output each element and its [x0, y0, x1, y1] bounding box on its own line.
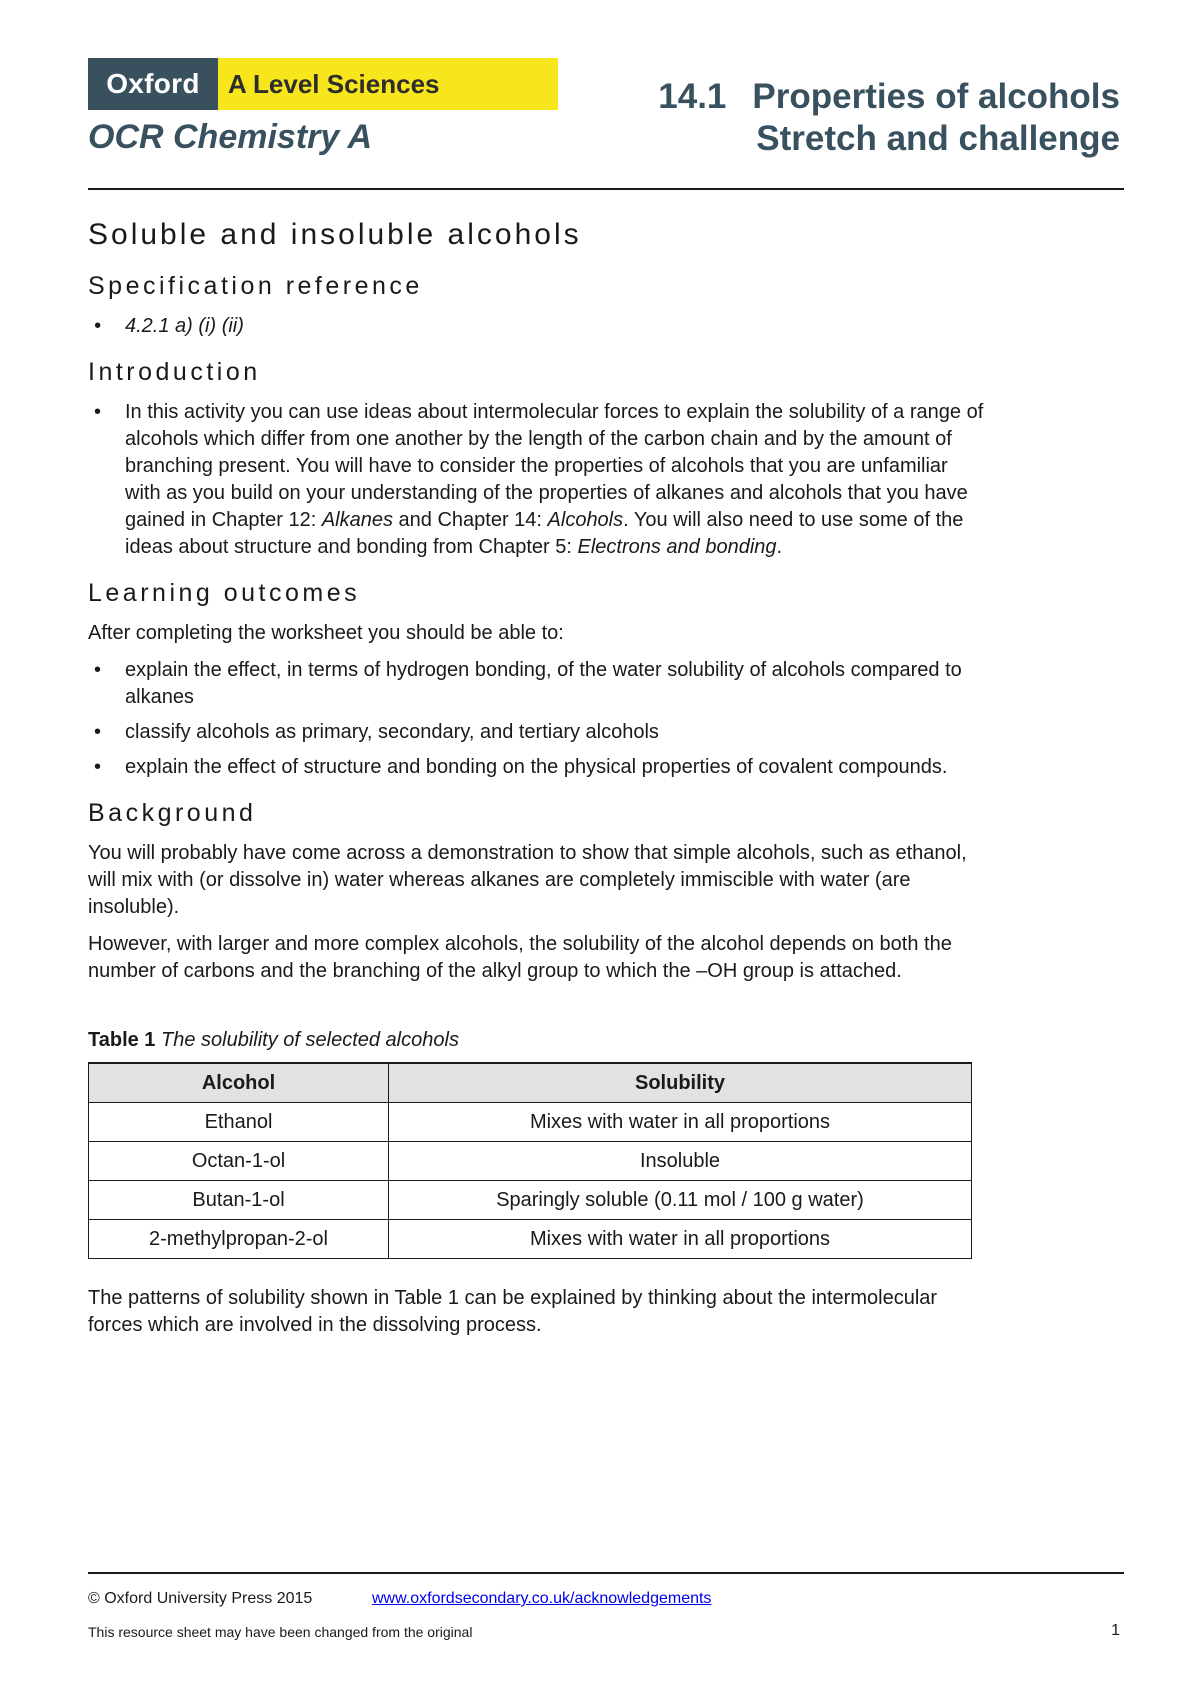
- bullet-icon: •: [94, 401, 102, 423]
- background-heading: Background: [88, 799, 257, 827]
- table-cell: Insoluble: [389, 1142, 972, 1181]
- topic-number: 14.1: [658, 77, 727, 116]
- table-cell: Butan-1-ol: [89, 1181, 389, 1220]
- topic-subtitle: Stretch and challenge: [756, 119, 1120, 158]
- acknowledgements-link[interactable]: www.oxfordsecondary.co.uk/acknowledgements: [372, 1590, 712, 1607]
- background-paragraph-2: However, with larger and more complex alcohols, the solubility of the alcohol depends on both the number of carbons and the branching of the alkyl group to which the –OH group is attached.: [88, 933, 952, 982]
- logo-a-level-sciences: A Level Sciences: [218, 58, 558, 110]
- bullet-icon: •: [94, 315, 102, 337]
- table-cell: Ethanol: [89, 1103, 389, 1142]
- page-number: 1: [1111, 1622, 1120, 1639]
- table-label: Table 1: [88, 1029, 156, 1051]
- conclusion-paragraph: The patterns of solubility shown in Table 1 can be explained by thinking about the intermolecular forces which are involved in the dissolving process.: [88, 1287, 938, 1336]
- course-name: OCR Chemistry A: [88, 118, 373, 156]
- solubility-table: [88, 1062, 972, 1259]
- intro-list: [88, 399, 988, 561]
- table-row: [89, 1181, 972, 1220]
- document-title: Soluble and insoluble alcohols: [88, 218, 582, 251]
- topic-name: Properties of alcohols: [752, 77, 1120, 116]
- table-row: [89, 1220, 972, 1259]
- header-divider: [88, 188, 1124, 190]
- list-item: • classify alcohols as primary, secondary, and tertiary alcohols: [88, 719, 988, 746]
- table-cell: Octan-1-ol: [89, 1142, 389, 1181]
- table-row: [89, 1103, 972, 1142]
- table-header-row: [89, 1063, 972, 1103]
- list-item: • explain the effect of structure and bonding on the physical properties of covalent compounds.: [88, 754, 988, 781]
- outcomes-heading: Learning outcomes: [88, 579, 361, 607]
- oxford-logo: [88, 58, 558, 110]
- bullet-icon: •: [94, 756, 102, 778]
- list-item: • In this activity you can use ideas about intermolecular forces to explain the solubility of a range of alcohols which differ from one another by the length of the carbon chain and by the amount of branching present. You will have to consider the properties of alcohols that you are unfamiliar with as you build on your understanding of the properties of alkanes and alcohols that you have gained in Chapter 12: Alkanes and Chapter 14: Alcohols. You will also need to use some of the ideas about structure and bonding from Chapter 5: Electrons and bonding.: [94, 401, 984, 558]
- table-cell: Mixes with water in all proportions: [389, 1103, 972, 1142]
- bullet-icon: •: [94, 659, 102, 681]
- table-caption: [88, 1029, 988, 1052]
- bullet-icon: •: [94, 721, 102, 743]
- footer-note: This resource sheet may have been changed from the original: [88, 1624, 473, 1640]
- footer-divider: [88, 1572, 1124, 1574]
- outcomes-list: [88, 657, 988, 781]
- spec-list: [88, 313, 988, 340]
- table-caption-text: The solubility of selected alcohols: [161, 1029, 459, 1051]
- spec-heading: Specification reference: [88, 272, 423, 300]
- footer-copyright: © Oxford University Press 2015: [88, 1590, 313, 1607]
- table-cell: Mixes with water in all proportions: [389, 1220, 972, 1259]
- topic-title: [658, 76, 1120, 160]
- logo-oxford: Oxford: [88, 58, 218, 110]
- table-cell: Sparingly soluble (0.11 mol / 100 g water): [389, 1181, 972, 1220]
- column-header-solubility: Solubility: [389, 1063, 972, 1103]
- column-header-alcohol: Alcohol: [89, 1063, 389, 1103]
- table-row: [89, 1142, 972, 1181]
- list-item: • explain the effect, in terms of hydrogen bonding, of the water solubility of alcohols compared to alkanes: [94, 659, 962, 708]
- list-item: • 4.2.1 a) (i) (ii): [88, 313, 988, 340]
- intro-heading: Introduction: [88, 358, 261, 386]
- outcomes-lead: After completing the worksheet you should be able to:: [88, 622, 564, 644]
- background-paragraph-1: You will probably have come across a demonstration to show that simple alcohols, such as ethanol, will mix with (or dissolve in) water whereas alkanes are completely immiscible with water (are insoluble).: [88, 842, 967, 918]
- table-cell: 2-methylpropan-2-ol: [89, 1220, 389, 1259]
- main-content: [88, 218, 988, 1349]
